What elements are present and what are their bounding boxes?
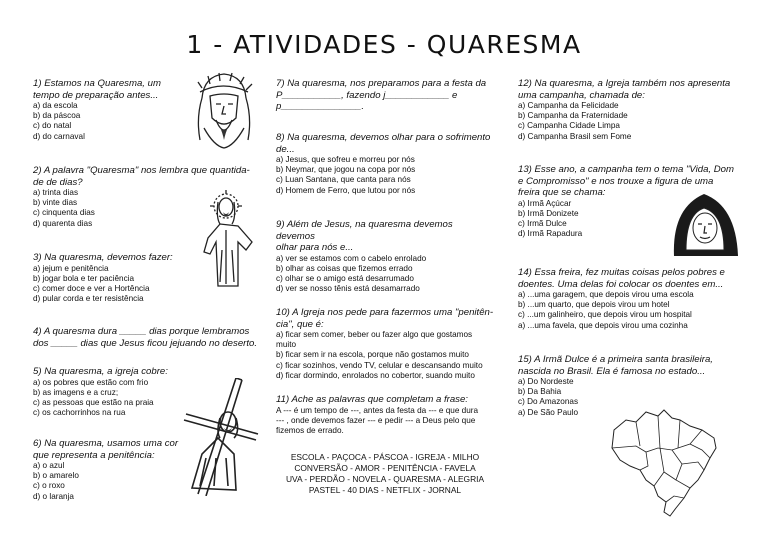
option: c) cinquenta dias — [33, 208, 95, 218]
option: c) Do Amazonas — [518, 397, 579, 407]
jesus-crown-icon — [188, 68, 258, 150]
question-8 — [276, 132, 494, 196]
jesus-standing-icon — [196, 190, 258, 290]
option: c) as pessoas que estão na praia — [33, 397, 154, 407]
option: a) jejum e penitência — [33, 263, 109, 273]
option: b) da páscoa — [33, 111, 81, 121]
brazil-map-icon — [606, 400, 724, 518]
question-text: 7) Na quaresma, nos preparamos para a festa da — [276, 78, 487, 89]
option: b) Da Bahia — [518, 387, 562, 397]
question-text: e Compromisso" e nos trouxe a figura de uma — [518, 175, 714, 187]
question-text: nascida no Brasil. Ela é famosa no estado... — [518, 365, 706, 377]
question-text: 2) A palavra "Quaresma" nos lembra que quantida- — [33, 165, 250, 176]
option: c) o roxo — [33, 481, 65, 491]
option: c) comer doce e ver a Hortência — [33, 283, 150, 293]
option: d) o laranja — [33, 491, 74, 501]
question-14 — [518, 267, 738, 331]
option: c) os cachorrinhos na rua — [33, 408, 126, 418]
option: d) ficar dormindo, enrolados no cobertor, suando muito — [276, 370, 475, 380]
option: b) vinte dias — [33, 198, 78, 208]
option: c) do natal — [33, 121, 72, 131]
question-12 — [518, 78, 738, 142]
question-11 — [276, 394, 494, 436]
question-text: 11) Ache as palavras que completam a frase: — [276, 394, 468, 405]
question-text: 14) Essa freira, fez muitas coisas pelos pobres e — [518, 267, 725, 278]
question-text: 4) A quaresma dura _____ dias porque lembramos — [33, 326, 250, 337]
option: d) do carnaval — [33, 131, 85, 141]
question-text: 15) A Irmã Dulce é a primeira santa brasileira, — [518, 354, 713, 365]
question-text: 13) Esse ano, a campanha tem o tema "Vida, Dom — [518, 164, 735, 175]
option: a) Jesus, que sofreu e morreu por nós — [276, 155, 415, 164]
fill-sentence: A --- é um tempo de ---, antes da festa da --- e que dura — [276, 405, 479, 415]
question-text: de... — [276, 143, 295, 155]
option: a) ...uma favela, que depois virou uma cozinha — [518, 320, 688, 330]
option: c) ...um galinheiro, que depois virou um hospital — [518, 310, 692, 320]
option: b) olhar as coisas que fizemos errado — [276, 263, 413, 273]
question-9 — [276, 219, 494, 294]
option: a) De São Paulo — [518, 407, 579, 417]
option: b) ...um quarto, que depois virou um hotel — [518, 300, 670, 310]
option: a) ficar sem comer, beber ou fazer algo que gostamos muito — [276, 330, 473, 350]
question-text: 3) Na quaresma, devemos fazer: — [33, 252, 173, 263]
option: c) Luan Santana, que canta para nós — [276, 175, 411, 185]
option: a) trinta dias — [33, 188, 79, 197]
option: b) Campanha da Fraternidade — [518, 111, 628, 121]
jesus-cross-icon — [178, 378, 262, 496]
word-bank-line: UVA - PERDÃO - NOVELA - QUARESMA - ALEGRIA — [285, 474, 485, 484]
option: b) Irmã Donizete — [518, 208, 579, 218]
option: a) ...uma garagem, que depois virou uma escola — [518, 290, 694, 299]
option: d) pular corda e ter resistência — [33, 294, 144, 304]
question-4 — [33, 326, 263, 349]
question-text: 9) Além de Jesus, na quaresma devemos devemos — [276, 219, 453, 242]
question-text: dos _____ dias que Jesus ficou jejuando no deserto. — [33, 337, 258, 349]
question-text: que representa a penitência: — [33, 449, 155, 461]
question-text: P___________, fazendo j____________ e — [276, 89, 458, 101]
word-bank-line: CONVERSÃO - AMOR - PENITÊNCIA - FAVELA — [294, 463, 476, 473]
question-text: freira que se chama: — [518, 187, 606, 198]
option: a) Campanha da Felicidade — [518, 101, 619, 110]
question-text: 12) Na quaresma, a Igreja também nos apresenta — [518, 78, 731, 89]
option: c) Irmã Dulce — [518, 218, 567, 228]
question-text: de de dias? — [33, 176, 83, 188]
option: c) Campanha Cidade Limpa — [518, 121, 620, 131]
word-bank-line: PASTEL - 40 DIAS - NETFLIX - JORNAL — [308, 485, 462, 495]
question-text: 10) A Igreja nos pede para fazermos uma "penitên- — [276, 307, 494, 318]
option: d) Irmã Rapadura — [518, 229, 583, 239]
word-bank — [276, 452, 494, 496]
question-text: 6) Na quaresma, usamos uma cor — [33, 438, 179, 449]
option: d) ver se nosso tênis está desamarrado — [276, 284, 420, 294]
question-text: olhar para nós e... — [276, 242, 354, 253]
nun-icon — [668, 188, 742, 258]
question-text: 1) Estamos na Quaresma, um — [33, 78, 161, 89]
option: d) quarenta dias — [33, 218, 93, 228]
option: a) os pobres que estão com frio — [33, 377, 149, 387]
page-title: 1 - ATIVIDADES - QUARESMA — [186, 30, 582, 59]
option: a) Do Nordeste — [518, 377, 574, 386]
question-text: uma campanha, chamada de: — [518, 89, 645, 101]
option: a) da escola — [33, 101, 78, 110]
option: b) ficar sem ir na escola, porque não gostamos muito — [276, 350, 469, 360]
option: a) Irmã Açúcar — [518, 198, 572, 208]
option: b) as imagens e a cruz; — [33, 387, 119, 397]
question-10 — [276, 307, 494, 381]
fill-sentence: fizemos de errado. — [276, 425, 344, 435]
option: a) o azul — [33, 461, 65, 470]
question-text: p_______________. — [276, 101, 365, 112]
fill-sentence: --- , onde devemos fazer --- e pedir --- a Deus pelo que — [276, 415, 476, 425]
option: b) jogar bola e ter paciência — [33, 273, 135, 283]
question-text: tempo de preparação antes... — [33, 89, 159, 101]
question-text: 8) Na quaresma, devemos olhar para o sofrimento — [276, 132, 491, 143]
question-text: doentes. Uma delas foi colocar os doentes em... — [518, 278, 724, 290]
option: d) Homem de Ferro, que lutou por nós — [276, 185, 416, 195]
question-7 — [276, 78, 494, 113]
option: b) o amarelo — [33, 471, 79, 481]
option: c) ficar sozinhos, vendo TV, celular e descansando muito — [276, 360, 483, 370]
question-text: cia", que é: — [276, 318, 324, 330]
option: d) Campanha Brasil sem Fome — [518, 131, 632, 141]
question-text: 5) Na quaresma, a igreja cobre: — [33, 366, 168, 377]
word-bank-line: ESCOLA - PAÇOCA - PÁSCOA - IGREJA - MILHO — [290, 452, 480, 462]
option: b) Neymar, que jogou na copa por nós — [276, 165, 416, 175]
option: c) olhar se o amigo está desarrumado — [276, 273, 414, 283]
option: a) ver se estamos com o cabelo enrolado — [276, 253, 427, 263]
